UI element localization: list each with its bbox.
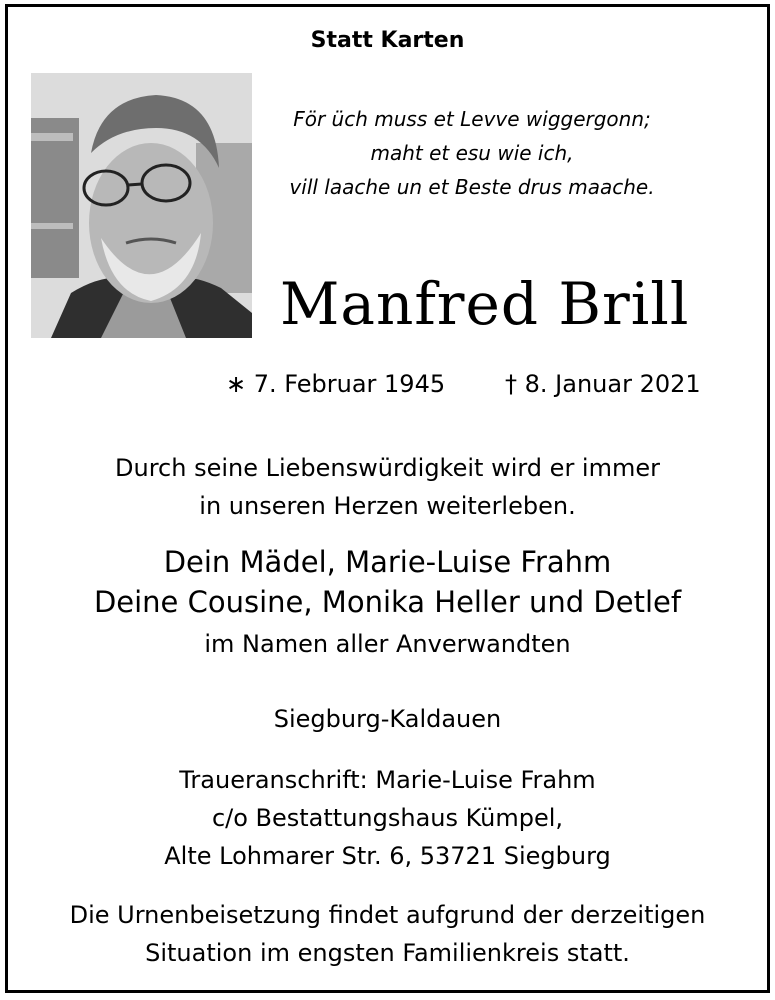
address-line: Traueranschrift: Marie-Luise Frahm: [179, 766, 596, 794]
deceased-name: Manfred Brill: [280, 270, 690, 338]
tribute-text: [0, 449, 775, 525]
mourner-line: Deine Cousine, Monika Heller und Detlef: [93, 585, 682, 619]
burial-notice: [0, 896, 775, 972]
poem-line: maht et esu wie ich,: [370, 141, 574, 165]
poem-line: vill laache un et Beste drus maache.: [289, 175, 655, 199]
notice-line: Die Urnenbeisetzung findet aufgrund der derzeitigen: [69, 901, 706, 929]
notice-line: Situation im engsten Familienkreis statt.: [145, 939, 630, 967]
mourners-note: im Namen aller Anverwandten: [204, 630, 571, 658]
address-line: Alte Lohmarer Str. 6, 53721 Siegburg: [164, 842, 611, 870]
mourning-address: [0, 761, 775, 875]
address-line: c/o Bestattungshaus Kümpel,: [211, 804, 564, 832]
death-date: † 8. Januar 2021: [505, 370, 701, 398]
header-statt-karten: Statt Karten: [310, 28, 465, 53]
location: Siegburg-Kaldauen: [273, 705, 502, 733]
birth-date: ∗ 7. Februar 1945: [226, 370, 446, 398]
tribute-line: Durch seine Liebenswürdigkeit wird er immer: [115, 454, 660, 482]
portrait-photo: [31, 73, 252, 338]
mourner-line: Dein Mädel, Marie-Luise Frahm: [163, 545, 612, 579]
mourners-list: [0, 542, 775, 622]
poem-line: För üch muss et Levve wiggergonn;: [293, 107, 651, 131]
tribute-line: in unseren Herzen weiterleben.: [199, 492, 576, 520]
poem: [262, 102, 682, 204]
